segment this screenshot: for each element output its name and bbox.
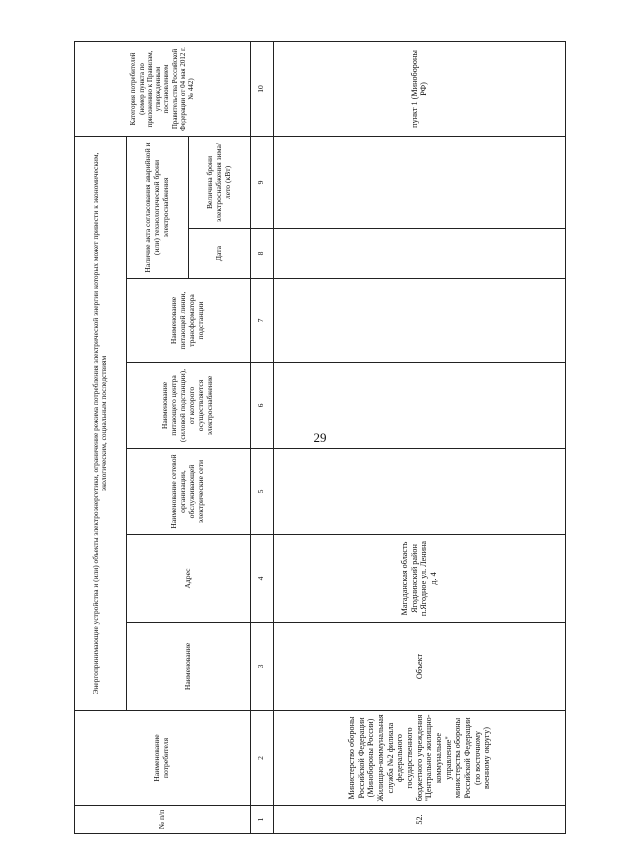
header-feed-center: Наименование питающего центра (силовой подстанции), от которого осуществляется электроснабжение xyxy=(126,363,250,449)
column-number: 7 xyxy=(250,279,273,363)
column-number: 4 xyxy=(250,535,273,623)
column-number: 6 xyxy=(250,363,273,449)
column-number: 3 xyxy=(250,623,273,711)
header-act-date: Дата xyxy=(188,229,250,279)
row-address: Магаданская область Ягоднинский район п.Ягодное ул. Ленина д. 4 xyxy=(273,535,565,623)
row-feed-line xyxy=(273,279,565,363)
consumers-table xyxy=(74,41,566,834)
row-reserve-value xyxy=(273,136,565,228)
column-number: 8 xyxy=(250,229,273,279)
header-consumer: Наименование потребителя xyxy=(75,711,251,806)
header-row-1 xyxy=(75,41,127,833)
header-network-org: Наименование сетевой организации, обслуживающей электрические сети xyxy=(126,449,250,535)
header-address: Адрес xyxy=(126,535,250,623)
header-num: № п/п xyxy=(75,806,251,834)
column-numbers-row xyxy=(250,41,273,833)
row-num: 52. xyxy=(273,806,565,834)
row-act-date xyxy=(273,229,565,279)
header-reserve-value: Величина брони электроснабжения зима/лето (кВт) xyxy=(188,136,250,228)
column-number: 5 xyxy=(250,449,273,535)
page-number: 29 xyxy=(313,430,327,445)
header-group-devices: Энергопринимающие устройства и (или) объекты электроэнергетики, ограничение режима потребления электрической энергии которых может привести к экономическим, экологическим, социальным последствиям xyxy=(75,136,127,710)
header-group-act: Наличие акта согласования аварийной и (или) технологической брони электроснабжения xyxy=(126,136,188,278)
row-category: пункт 1 (Минобороны РФ) xyxy=(273,41,565,136)
row-consumer: Министерство обороны Российской Федерации (Минобороны России) Жилищно-коммунальная служба №2 филиала федерального государственного бюджетного учреждения "Центральное жилищно-коммунальное управление" министерства обороны Российской Федерации (по восточному военному округу) xyxy=(273,711,565,806)
column-number: 10 xyxy=(250,41,273,136)
row-feed-center xyxy=(273,363,565,449)
header-feed-line: Наименование питающей линии, трансформатора подстанции xyxy=(126,279,250,363)
column-number: 2 xyxy=(250,711,273,806)
column-number: 9 xyxy=(250,136,273,228)
column-number: 1 xyxy=(250,806,273,834)
table-row xyxy=(273,41,565,833)
table-wrapper xyxy=(74,42,566,834)
row-name: Объект xyxy=(273,623,565,711)
header-category: Категория потребителей (номер пункта по приложению к Правилам, утвержденным постановлением Правительства Российской Федерации от 04 мая 2012 г. № 442) xyxy=(75,41,251,136)
row-network-org xyxy=(273,449,565,535)
header-name: Наименование xyxy=(126,623,250,711)
